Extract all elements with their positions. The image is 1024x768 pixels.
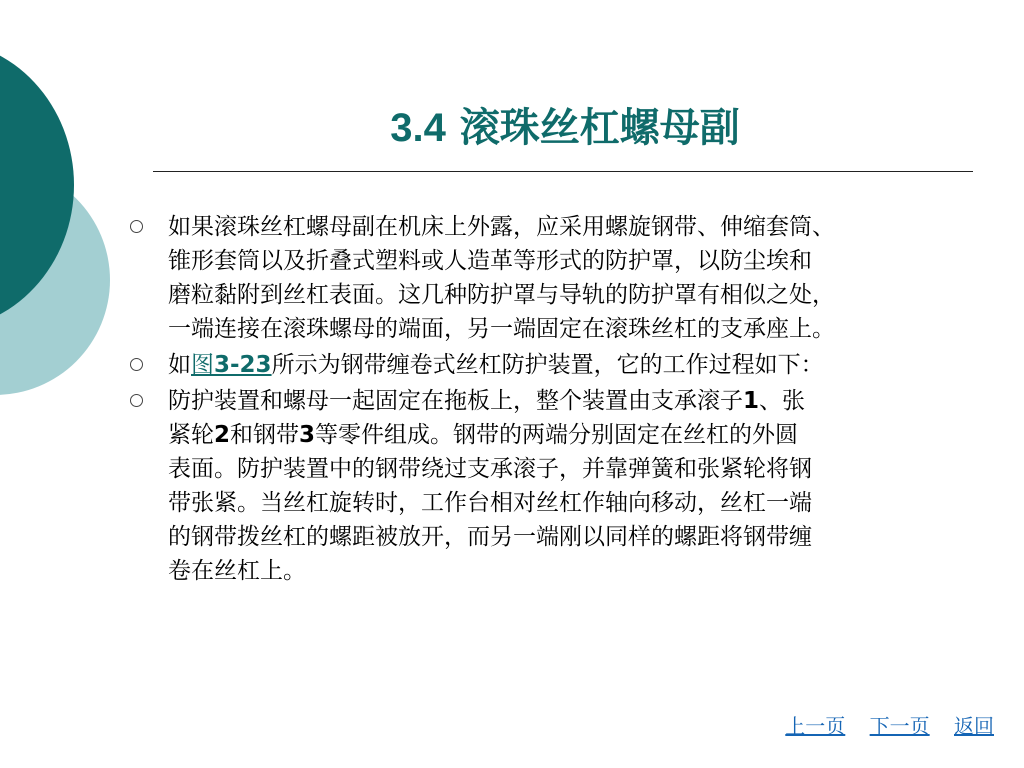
- prev-page-link[interactable]: 上一页: [785, 714, 846, 738]
- bullet-3-line-2: [168, 418, 1000, 452]
- bullet-3-line-2-text-c: 等零件组成。钢带的两端分别固定在丝杠的外圆: [315, 422, 799, 448]
- bullet-2-prefix: 如: [168, 352, 191, 378]
- bullet-circle-icon: [130, 394, 143, 407]
- bullet-3-line-4: 带张紧。当丝杠旋转时，工作台相对丝杠作轴向移动，丝杠一端: [168, 490, 812, 516]
- bullet-item-1: [130, 210, 1000, 346]
- bullet-2-suffix: 所示为钢带缠卷式丝杠防护装置，它的工作过程如下：: [271, 352, 824, 378]
- bullet-3-line-1: [168, 384, 1000, 418]
- bullet-3-line-2-text-a: 紧轮: [168, 422, 214, 448]
- bullet-circle-icon: [130, 358, 143, 371]
- bullet-circle-icon: [130, 220, 143, 233]
- bullet-3-line-2-text-b: 和钢带: [230, 422, 300, 448]
- bullet-1-line-3: 磨粒黏附到丝杠表面。这几种防护罩与导轨的防护罩有相似之处，: [168, 282, 835, 308]
- slide-title: [150, 100, 980, 156]
- figure-link-word: 图: [191, 352, 214, 378]
- title-text: 滚珠丝杠螺母副: [459, 105, 740, 151]
- part-number-1: 1: [743, 388, 760, 414]
- next-page-link[interactable]: 下一页: [869, 714, 930, 738]
- bullet-item-3: [130, 384, 1000, 588]
- title-number: 3.4: [390, 106, 446, 150]
- part-number-2: 2: [214, 422, 231, 448]
- title-divider: [153, 171, 973, 172]
- figure-link[interactable]: [191, 352, 272, 378]
- bullet-1-line-1: 如果滚珠丝杠螺母副在机床上外露，应采用螺旋钢带、伸缩套筒、: [168, 214, 835, 240]
- bullet-list: [130, 210, 1000, 590]
- bullet-3-line-1-text-a: 防护装置和螺母一起固定在拖板上，整个装置由支承滚子: [168, 388, 743, 414]
- part-number-3: 3: [299, 422, 316, 448]
- bullet-3-line-3: 表面。防护装置中的钢带绕过支承滚子，并靠弹簧和张紧轮将钢: [168, 456, 812, 482]
- figure-link-number: 3-23: [214, 352, 272, 378]
- bullet-3-line-5: 的钢带拨丝杠的螺距被放开，而另一端刚以同样的螺距将钢带缠: [168, 524, 812, 550]
- slide-navigation: [767, 712, 994, 740]
- bullet-3-line-1-text-b: 、张: [759, 388, 806, 414]
- bullet-1-line-4: 一端连接在滚珠螺母的端面，另一端固定在滚珠丝杠的支承座上。: [168, 316, 835, 342]
- bullet-item-2: [130, 348, 1000, 382]
- back-link[interactable]: 返回: [954, 714, 994, 738]
- bullet-2-line-1: [168, 348, 1000, 382]
- bullet-1-line-2: 锥形套筒以及折叠式塑料或人造革等形式的防护罩，以防尘埃和: [168, 248, 812, 274]
- bullet-3-line-6: 卷在丝杠上。: [168, 558, 306, 584]
